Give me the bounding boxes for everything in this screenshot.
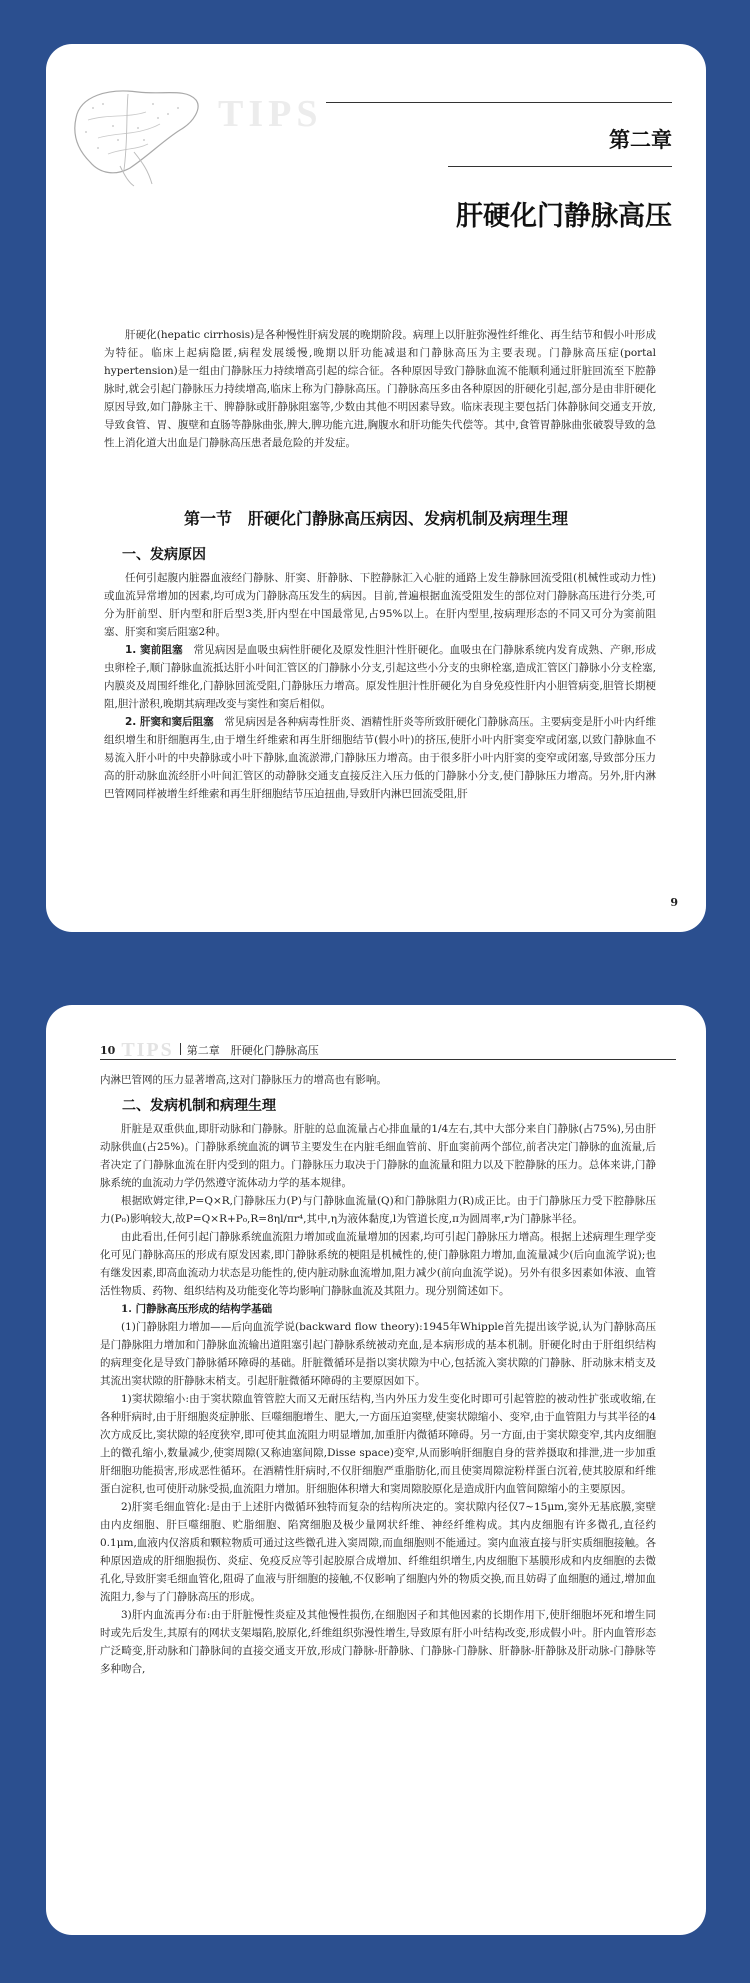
tips-watermark: TIPS <box>121 1039 174 1061</box>
presinusoidal-text: 常见病因是血吸虫病性肝硬化及原发性胆汁性肝硬化。血吸虫在门静脉系统内发育成熟、产卵,形成虫卵栓子,顺门静脉血流抵达肝小叶间汇管区的门静脉小分支,引起这些小分支的虫卵栓塞,造成汇管区门静脉小分支栓塞,内膜炎及周围纤维化,门静脉回流受阻,门静脉压力增高。原发性胆汁性肝硬化为自身免疫性肝内小胆管病变,胆管长期梗阻,胆汁淤积,晚期其病理改变与窦性和窦后相似。 <box>104 644 657 710</box>
chapter-label: 第二章 <box>609 127 672 152</box>
subheading-mechanism: 二、发病机制和病理生理 <box>122 1098 276 1114</box>
page-10 <box>46 1005 706 1935</box>
continuation-block <box>100 1071 656 1089</box>
sinusoidal-lead: 2. 肝窦和窦后阻塞 <box>125 716 214 728</box>
intro-paragraph: 肝硬化(hepatic cirrhosis)是各种慢性肝病发展的晚期阶段。病理上以肝脏弥漫性纤维化、再生结节和假小叶形成为特征。临床上起病隐匿,病程发展缓慢,晚期以肝功能减退和门静脉高压为主要表现。门静脉高压症(portal hypertension)是一组由门静脉压力持续增高引起的综合征。各种原因导致门静脉血流不能顺利通过肝脏回流至下腔静脉时,就会引起门静脉压力持续增高,临床上称为门静脉高压。门静脉高压多由各种原因的肝硬化引起,部分是由非肝硬化原因导致,如门静脉主干、脾静脉或肝静脉阻塞等,少数由其他不明因素导致。临床表现主要包括门体静脉间交通支开放,导致食管、胃、腹壁和直肠等静脉曲张,脾大,脾功能亢进,胸腹水和肝功能失代偿等。其中,食管胃静脉曲张破裂导致的急性上消化道大出血是门静脉高压患者最危险的并发症。 <box>104 329 656 449</box>
section-title: 第一节 肝硬化门静脉高压病因、发病机制及病理生理 <box>183 509 568 528</box>
intro-block <box>104 326 656 452</box>
liver-illustration <box>68 78 203 188</box>
page-number: 10 <box>100 1044 116 1057</box>
subheading-structural-basis: 1. 门静脉高压形成的结构学基础 <box>121 1303 273 1315</box>
causes-block <box>104 569 656 803</box>
header-rule-bottom <box>448 166 672 167</box>
chapter-title: 肝硬化门静脉高压 <box>456 201 672 232</box>
header-rule <box>100 1059 676 1060</box>
continuation-text: 内淋巴管网的压力显著增高,这对门静脉压力的增高也有影响。 <box>100 1074 387 1086</box>
sinusoid-narrowing-paragraph: 1)窦状隙缩小:由于窦状隙血管管腔大而又无耐压结构,当内外压力发生变化时即可引起管腔的被动性扩张或收缩,在各种肝病时,由于肝细胞炎症肿胀、巨噬细胞增生、肥大,一方面压迫窦壁,使窦状隙缩小、变窄,由于血管阻力与其半径的4次方成反比,窦状隙的轻度狭窄,即可使其血流阻力明显增加,加重肝内微循环障碍。另一方面,由于窦状隙变窄,其内皮细胞上的微孔缩小,数量减少,使窦周隙(又称迪塞间隙,Disse space)变窄,从而影响肝细胞自身的营养摄取和排泄,进一步加重肝细胞功能损害,形成恶性循环。在酒精性肝病时,不仅肝细胞严重脂肪化,而且使窦周隙淀粉样蛋白沉着,使其胶原和纤维蛋白淀积,也可使肝动脉受损,血流阻力增加。肝细胞体积增大和窦周隙胶原化是造成肝内血管间隙缩小的主要原因。 <box>100 1393 656 1495</box>
header-separator <box>180 1043 181 1055</box>
tips-watermark: TIPS <box>218 93 323 135</box>
capillarization-paragraph: 2)肝窦毛细血管化:是由于上述肝内微循环独特而复杂的结构所决定的。窦状隙内径仅7~15μm,窦外无基底膜,窦壁由内皮细胞、肝巨噬细胞、贮脂细胞、陷窝细胞及极少量网状纤维、神经纤维构成。其内皮细胞有许多微孔,直径约0.1μm,血液内仅溶质和颗粒物质可通过这些微孔进入窦周隙,而血细胞则不能通过。窦内血液直接与肝实质细胞接触。各种原因造成的肝细胞损伤、炎症、免疫反应等引起胶原合成增加、纤维组织增生,内皮细胞下基膜形成和内皮细胞的去微孔化,导致肝窦毛细血管化,阻碍了血液与肝细胞的接触,不仅影响了细胞内外的物质交换,而且妨碍了血细胞的通过,增加血流阻力,参与了门静脉高压的形成。 <box>100 1501 656 1603</box>
header-rule-top <box>326 102 672 103</box>
page-9 <box>46 44 706 932</box>
subheading-causes: 一、发病原因 <box>122 547 206 563</box>
page-number: 9 <box>670 896 678 909</box>
causes-paragraph: 任何引起腹内脏器血液经门静脉、肝窦、肝静脉、下腔静脉汇入心脏的通路上发生静脉回流受阻(机械性或动力性)或血流异常增加的因素,均可成为门静脉高压发生的病因。目前,普遍根据血流受阻发生的部位对门静脉高压进行分类,可分为肝前型、肝内型和肝后型3类,肝内型在中国最常见,占95%以上。在肝内型里,按病理形态的不同又可分为窦前阻塞、肝窦和窦后阻塞2种。 <box>104 572 656 638</box>
ohms-law-paragraph: 根据欧姆定律,P=Q×R,门静脉压力(P)与门静脉血流量(Q)和门静脉阻力(R)成正比。由于门静脉压力受下腔静脉压力(P₀)影响较大,故P=Q×R+P₀,R=8ηl/πr⁴,其中,η为液体黏度,l为管道长度,π为圆周率,r为门静脉半径。 <box>100 1195 656 1225</box>
presinusoidal-paragraph <box>104 641 656 713</box>
mechanism-block <box>100 1120 656 1678</box>
redistribution-paragraph: 3)肝内血流再分布:由于肝脏慢性炎症及其他慢性损伤,在细胞因子和其他因素的长期作用下,使肝细胞坏死和增生同时或先后发生,其原有的网状支架塌陷,胶原化,纤维组织弥漫性增生,导致原有肝小叶结构改变,形成假小叶。肝内血管形态广泛畸变,肝动脉和门静脉间的直接交通支开放,形成门静脉-肝静脉、门静脉-门静脉、肝静脉-肝静脉及肝动脉-门静脉等多种吻合, <box>100 1609 656 1675</box>
running-head: 第二章 肝硬化门静脉高压 <box>186 1044 319 1057</box>
sinusoidal-text: 常见病因是各种病毒性肝炎、酒精性肝炎等所致肝硬化门静脉高压。主要病变是肝小叶内纤维组织增生和肝细胞再生,由于增生纤维索和再生肝细胞结节(假小叶)的挤压,使肝小叶内肝窦变窄或闭塞,以致门静脉血不易流入肝小叶的中央静脉或小叶下静脉,血流淤滞,门静脉压力增高。由于很多肝小叶内肝窦的变窄或闭塞,导致部分压力高的肝动脉血流经肝小叶间汇管区的动静脉交通支直接反注入压力低的门静脉小分支,使门静脉压力增高。另外,肝内淋巴管网同样被增生纤维索和再生肝细胞结节压迫扭曲,导致肝内淋巴回流受阻,肝 <box>104 716 657 800</box>
backward-flow-paragraph: (1)门静脉阻力增加——后向血流学说(backward flow theory):1945年Whipple首先提出该学说,认为门静脉高压是门静脉阻力增加和门静脉血流输出道阻塞引起门静脉系统被动充血,是本病形成的基本机制。肝硬化时由于肝组织结构的病理变化是导致门静脉循环障碍的基础。肝脏微循环是指以窦状隙为中心,包括流入窦状隙的门静脉、肝动脉末梢支及其流出窦状隙的肝静脉末梢支。引起肝脏微循环障碍的主要原因如下。 <box>100 1321 656 1387</box>
factors-paragraph: 由此看出,任何引起门静脉系统血流阻力增加或血流量增加的因素,均可引起门静脉压力增高。根据上述病理生理学变化可见门静脉高压的形成有原发因素,即门静脉系统的梗阻是机械性的,使门静脉阻力增加,血流量减少(后向血流学说);也有继发因素,即高血流动力状态是功能性的,使内脏动脉血流增加,阻力减少(前向血流学说)。另外有很多因素如体液、血管活性物质、药物、组织结构及功能变化等均影响门静脉血流及其阻力。现分别简述如下。 <box>100 1231 656 1297</box>
sinusoidal-paragraph <box>104 713 656 803</box>
presinusoidal-lead: 1. 窦前阻塞 <box>125 644 183 656</box>
dual-blood-supply-paragraph: 肝脏是双重供血,即肝动脉和门静脉。肝脏的总血流量占心排血量的1/4左右,其中大部分来自门静脉(占75%),另由肝动脉供血(占25%)。门静脉系统血流的调节主要发生在内脏毛细血管前、肝血窦前两个部位,前者决定门静脉的血流量,后者决定了门静脉血流在肝内受到的阻力。门静脉压力取决于门静脉的血流量和阻力以及下腔静脉的压力。总体来讲,门静脉系统的血流动力学仍然遵守流体动力学的基本规律。 <box>100 1123 656 1189</box>
